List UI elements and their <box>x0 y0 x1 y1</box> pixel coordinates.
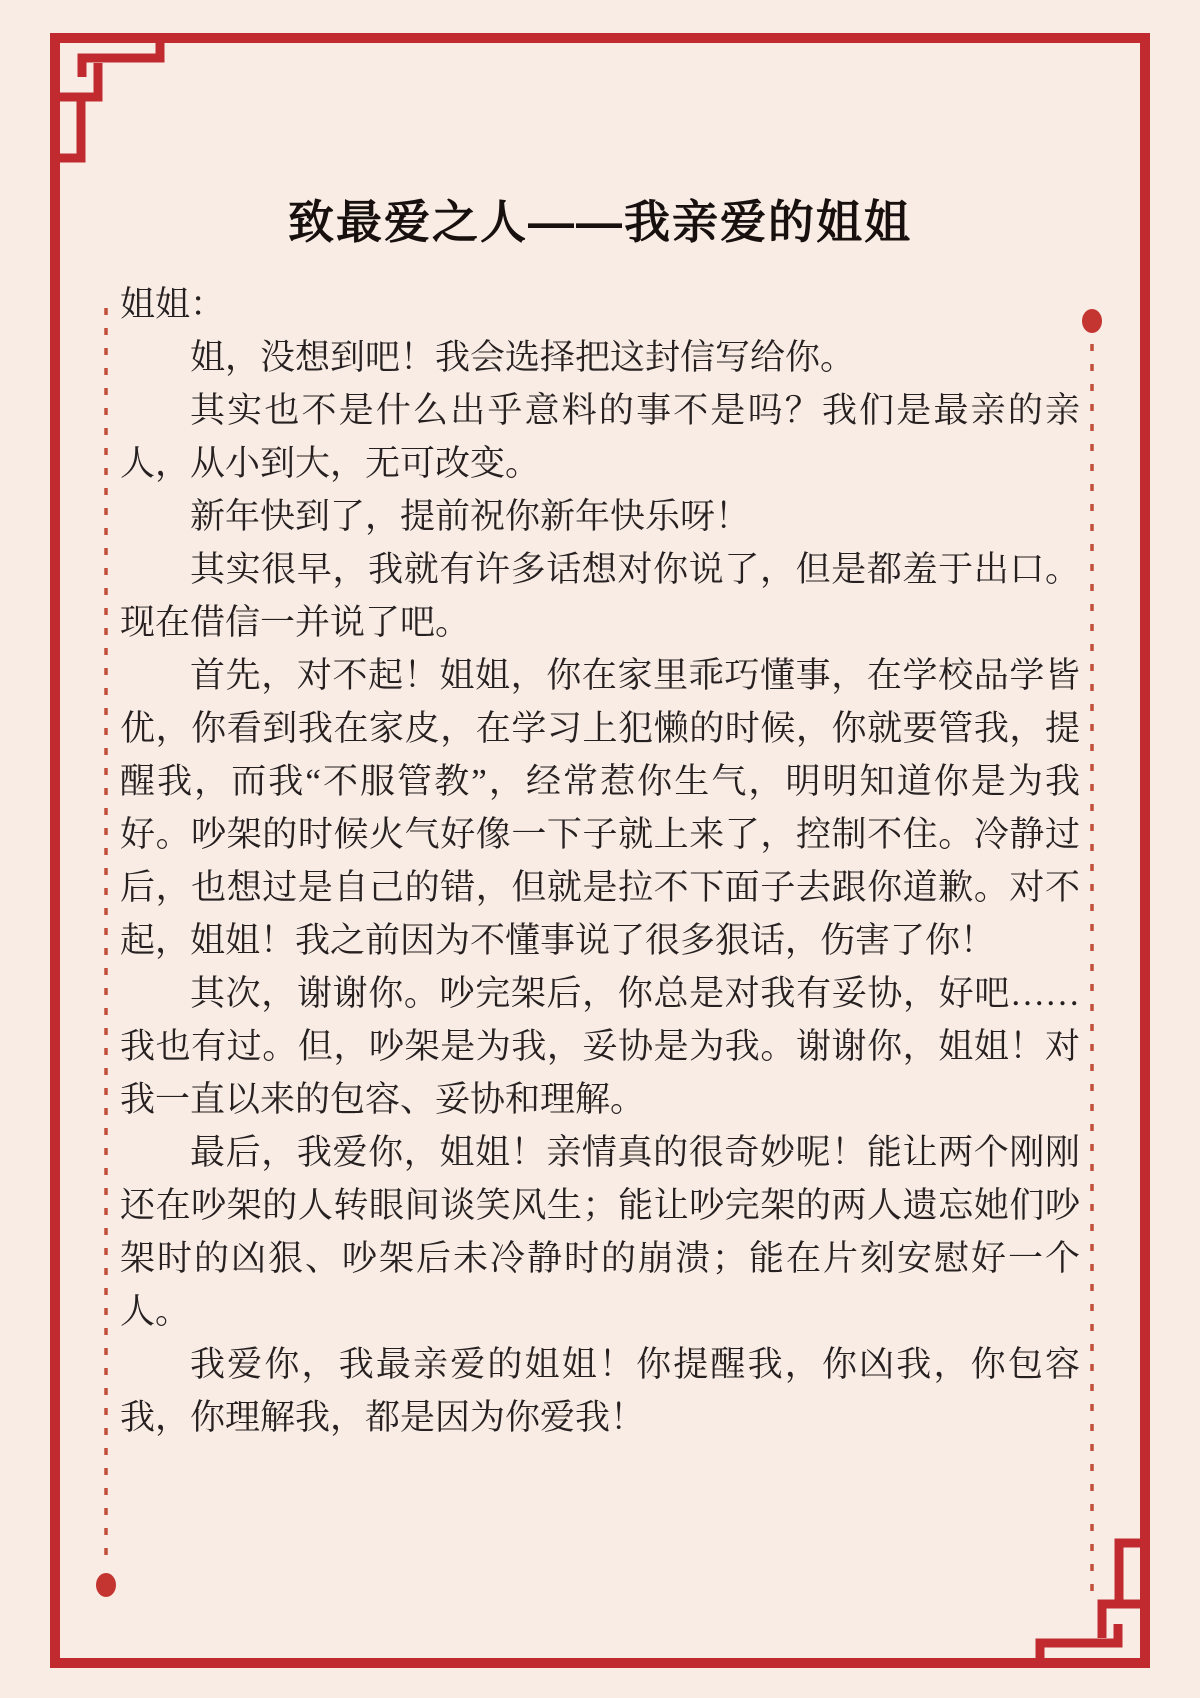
letter-salutation: 姐姐： <box>120 285 226 324</box>
right-line-dot <box>1082 309 1102 333</box>
corner-ornament-top-left <box>55 38 160 158</box>
left-line-dot <box>96 1573 116 1597</box>
letter-paragraph: 其实也不是什么出乎意料的事不是吗？我们是最亲的亲人，从小到大，无可改变。 <box>120 391 1080 483</box>
letter-body <box>120 278 1080 1444</box>
letter-paragraph: 其实很早，我就有许多话想对你说了，但是都羞于出口。现在借信一并说了吧。 <box>120 550 1080 642</box>
letter-paragraph: 姐，没想到吧！我会选择把这封信写给你。 <box>190 338 856 377</box>
letter-paragraph: 其次，谢谢你。吵完架后，你总是对我有妥协，好吧……我也有过。但，吵架是为我，妥协是为我。谢谢你，姐姐！对我一直以来的包容、妥协和理解。 <box>120 974 1080 1119</box>
letter-paragraph: 最后，我爱你，姐姐！亲情真的很奇妙呢！能让两个刚刚还在吵架的人转眼间谈笑风生；能让吵完架的两人遗忘她们吵架时的凶狠、吵架后未冷静时的崩溃；能在片刻安慰好一个人。 <box>120 1133 1080 1331</box>
letter-title: 致最爱之人——我亲爱的姐姐 <box>288 196 912 248</box>
letter-paragraph: 我爱你，我最亲爱的姐姐！你提醒我，你凶我，你包容我，你理解我，都是因为你爱我！ <box>120 1345 1080 1437</box>
letter-paragraph: 首先，对不起！姐姐，你在家里乖巧懂事，在学校品学皆优，你看到我在家皮，在学习上犯懒的时候，你就要管我，提醒我，而我“不服管教”，经常惹你生气，明明知道你是为我好。吵架的时候火气好像一下子就上来了，控制不住。冷静过后，也想过是自己的错，但就是拉不下面子去跟你道歉。对不起，姐姐！我之前因为不懂事说了很多狠话，伤害了你！ <box>120 656 1080 960</box>
corner-ornament-bottom-right <box>1040 1543 1145 1663</box>
letter-paragraph: 新年快到了，提前祝你新年快乐呀！ <box>190 497 751 536</box>
